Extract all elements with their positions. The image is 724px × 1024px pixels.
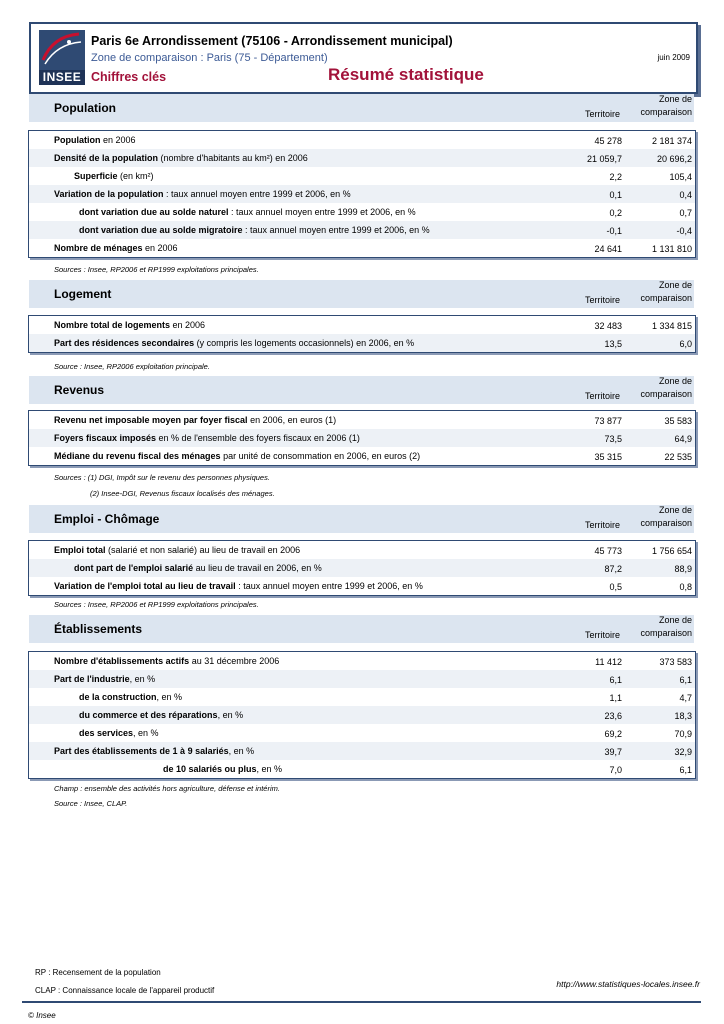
column-zone: Zone de comparaison	[640, 280, 692, 303]
source-note: (2) Insee-DGI, Revenus fiscaux localisés des ménages.	[90, 489, 275, 498]
footer-rp-note: RP : Recensement de la population	[35, 968, 161, 977]
column-territoire: Territoire	[584, 109, 620, 119]
section-header-population	[29, 94, 694, 122]
table-row: Nombre d'établissements actifs au 31 décembre 2006 11 412 373 583	[54, 656, 692, 667]
section-title: Logement	[54, 287, 112, 301]
column-zone: Zone de comparaison	[640, 615, 692, 638]
copyright: © Insee	[28, 1011, 56, 1020]
table-row: Emploi total (salarié et non salarié) au lieu de travail en 2006 45 773 1 756 654	[54, 545, 692, 556]
section-title: Établissements	[54, 622, 143, 636]
insee-logo-swoosh-icon	[39, 30, 85, 70]
table-row: de la construction, en % 1,1 4,7	[79, 692, 692, 703]
source-note: Champ : ensemble des activités hors agriculture, défense et intérim.	[54, 784, 280, 793]
table-population	[28, 130, 696, 258]
column-zone: Zone de comparaison	[640, 505, 692, 528]
page-title: Paris 6e Arrondissement (75106 - Arrondissement municipal)	[91, 34, 453, 48]
chiffres-cles-label: Chiffres clés	[91, 70, 167, 84]
table-row: Part des établissements de 1 à 9 salariés, en % 39,7 32,9	[29, 742, 695, 760]
section-header-logement	[29, 280, 694, 308]
section-header-emploi	[29, 505, 694, 533]
table-row: des services, en % 69,2 70,9	[79, 728, 692, 739]
table-row: de 10 salariés ou plus, en % 7,0 6,1	[163, 764, 692, 775]
table-row: Variation de l'emploi total au lieu de travail : taux annuel moyen entre 1999 et 2006, en % 0,5 0,8	[54, 581, 692, 592]
table-row: Part des résidences secondaires (y compris les logements occasionnels) en 2006, en % 13,5 6,0	[29, 334, 695, 352]
table-row: Nombre de ménages en 2006 24 641 1 131 810	[54, 243, 692, 254]
table-row: Densité de la population (nombre d'habitants au km²) en 2006 21 059,7 20 696,2	[29, 149, 695, 167]
source-note: Source : Insee, RP2006 exploitation principale.	[54, 362, 210, 371]
table-row: Part de l'industrie, en % 6,1 6,1	[29, 670, 695, 688]
footer-clap-note: CLAP : Connaissance locale de l'appareil productif	[35, 986, 215, 995]
table-etablissements	[28, 651, 696, 779]
section-title: Population	[54, 101, 116, 115]
table-row: du commerce et des réparations, en % 23,6 18,3	[29, 706, 695, 724]
insee-logo-text: INSEE	[39, 70, 85, 85]
source-note: Sources : Insee, RP2006 et RP1999 exploitations principales.	[54, 600, 259, 609]
table-row: Superficie (en km²) 2,2 105,4	[74, 171, 692, 182]
table-row: Variation de la population : taux annuel moyen entre 1999 et 2006, en % 0,1 0,4	[29, 185, 695, 203]
table-row: Population en 2006 45 278 2 181 374	[54, 135, 692, 146]
column-territoire: Territoire	[584, 391, 620, 401]
column-territoire: Territoire	[584, 295, 620, 305]
table-row: Revenu net imposable moyen par foyer fiscal en 2006, en euros (1) 73 877 35 583	[54, 415, 692, 426]
table-row: dont variation due au solde naturel : taux annuel moyen entre 1999 et 2006, en % 0,2 0,7	[79, 207, 692, 218]
publication-date: juin 2009	[657, 53, 690, 62]
table-row: dont part de l'emploi salarié au lieu de travail en 2006, en % 87,2 88,9	[29, 559, 695, 577]
table-emploi	[28, 540, 696, 596]
column-zone: Zone de comparaison	[640, 94, 692, 117]
source-note: Sources : Insee, RP2006 et RP1999 exploitations principales.	[54, 265, 259, 274]
section-header-revenus	[29, 376, 694, 404]
column-territoire: Territoire	[584, 630, 620, 640]
footer-divider	[22, 1001, 701, 1003]
section-title: Emploi - Chômage	[54, 512, 160, 526]
column-territoire: Territoire	[584, 520, 620, 530]
section-title: Revenus	[54, 383, 105, 397]
table-row: Médiane du revenu fiscal des ménages par unité de consommation en 2006, en euros (2) 35 315 22 535	[54, 451, 692, 462]
table-logement	[28, 315, 696, 353]
table-revenus	[28, 410, 696, 466]
table-row: Foyers fiscaux imposés en % de l'ensemble des foyers fiscaux en 2006 (1) 73,5 64,9	[29, 429, 695, 447]
section-header-etablissements	[29, 615, 694, 643]
comparison-zone: Zone de comparaison : Paris (75 - Département)	[91, 52, 328, 64]
resume-statistique-title: Résumé statistique	[328, 65, 484, 84]
footer-url[interactable]: http://www.statistiques-locales.insee.fr	[556, 979, 700, 989]
source-note: Sources : (1) DGI, Impôt sur le revenu des personnes physiques.	[54, 473, 270, 482]
table-row: dont variation due au solde migratoire : taux annuel moyen entre 1999 et 2006, en % -0,1 -0,4	[29, 221, 695, 239]
source-note: Source : Insee, CLAP.	[54, 799, 128, 808]
insee-logo	[39, 30, 85, 85]
header-box	[29, 22, 698, 94]
table-row: Nombre total de logements en 2006 32 483 1 334 815	[54, 320, 692, 331]
column-zone: Zone de comparaison	[640, 376, 692, 399]
